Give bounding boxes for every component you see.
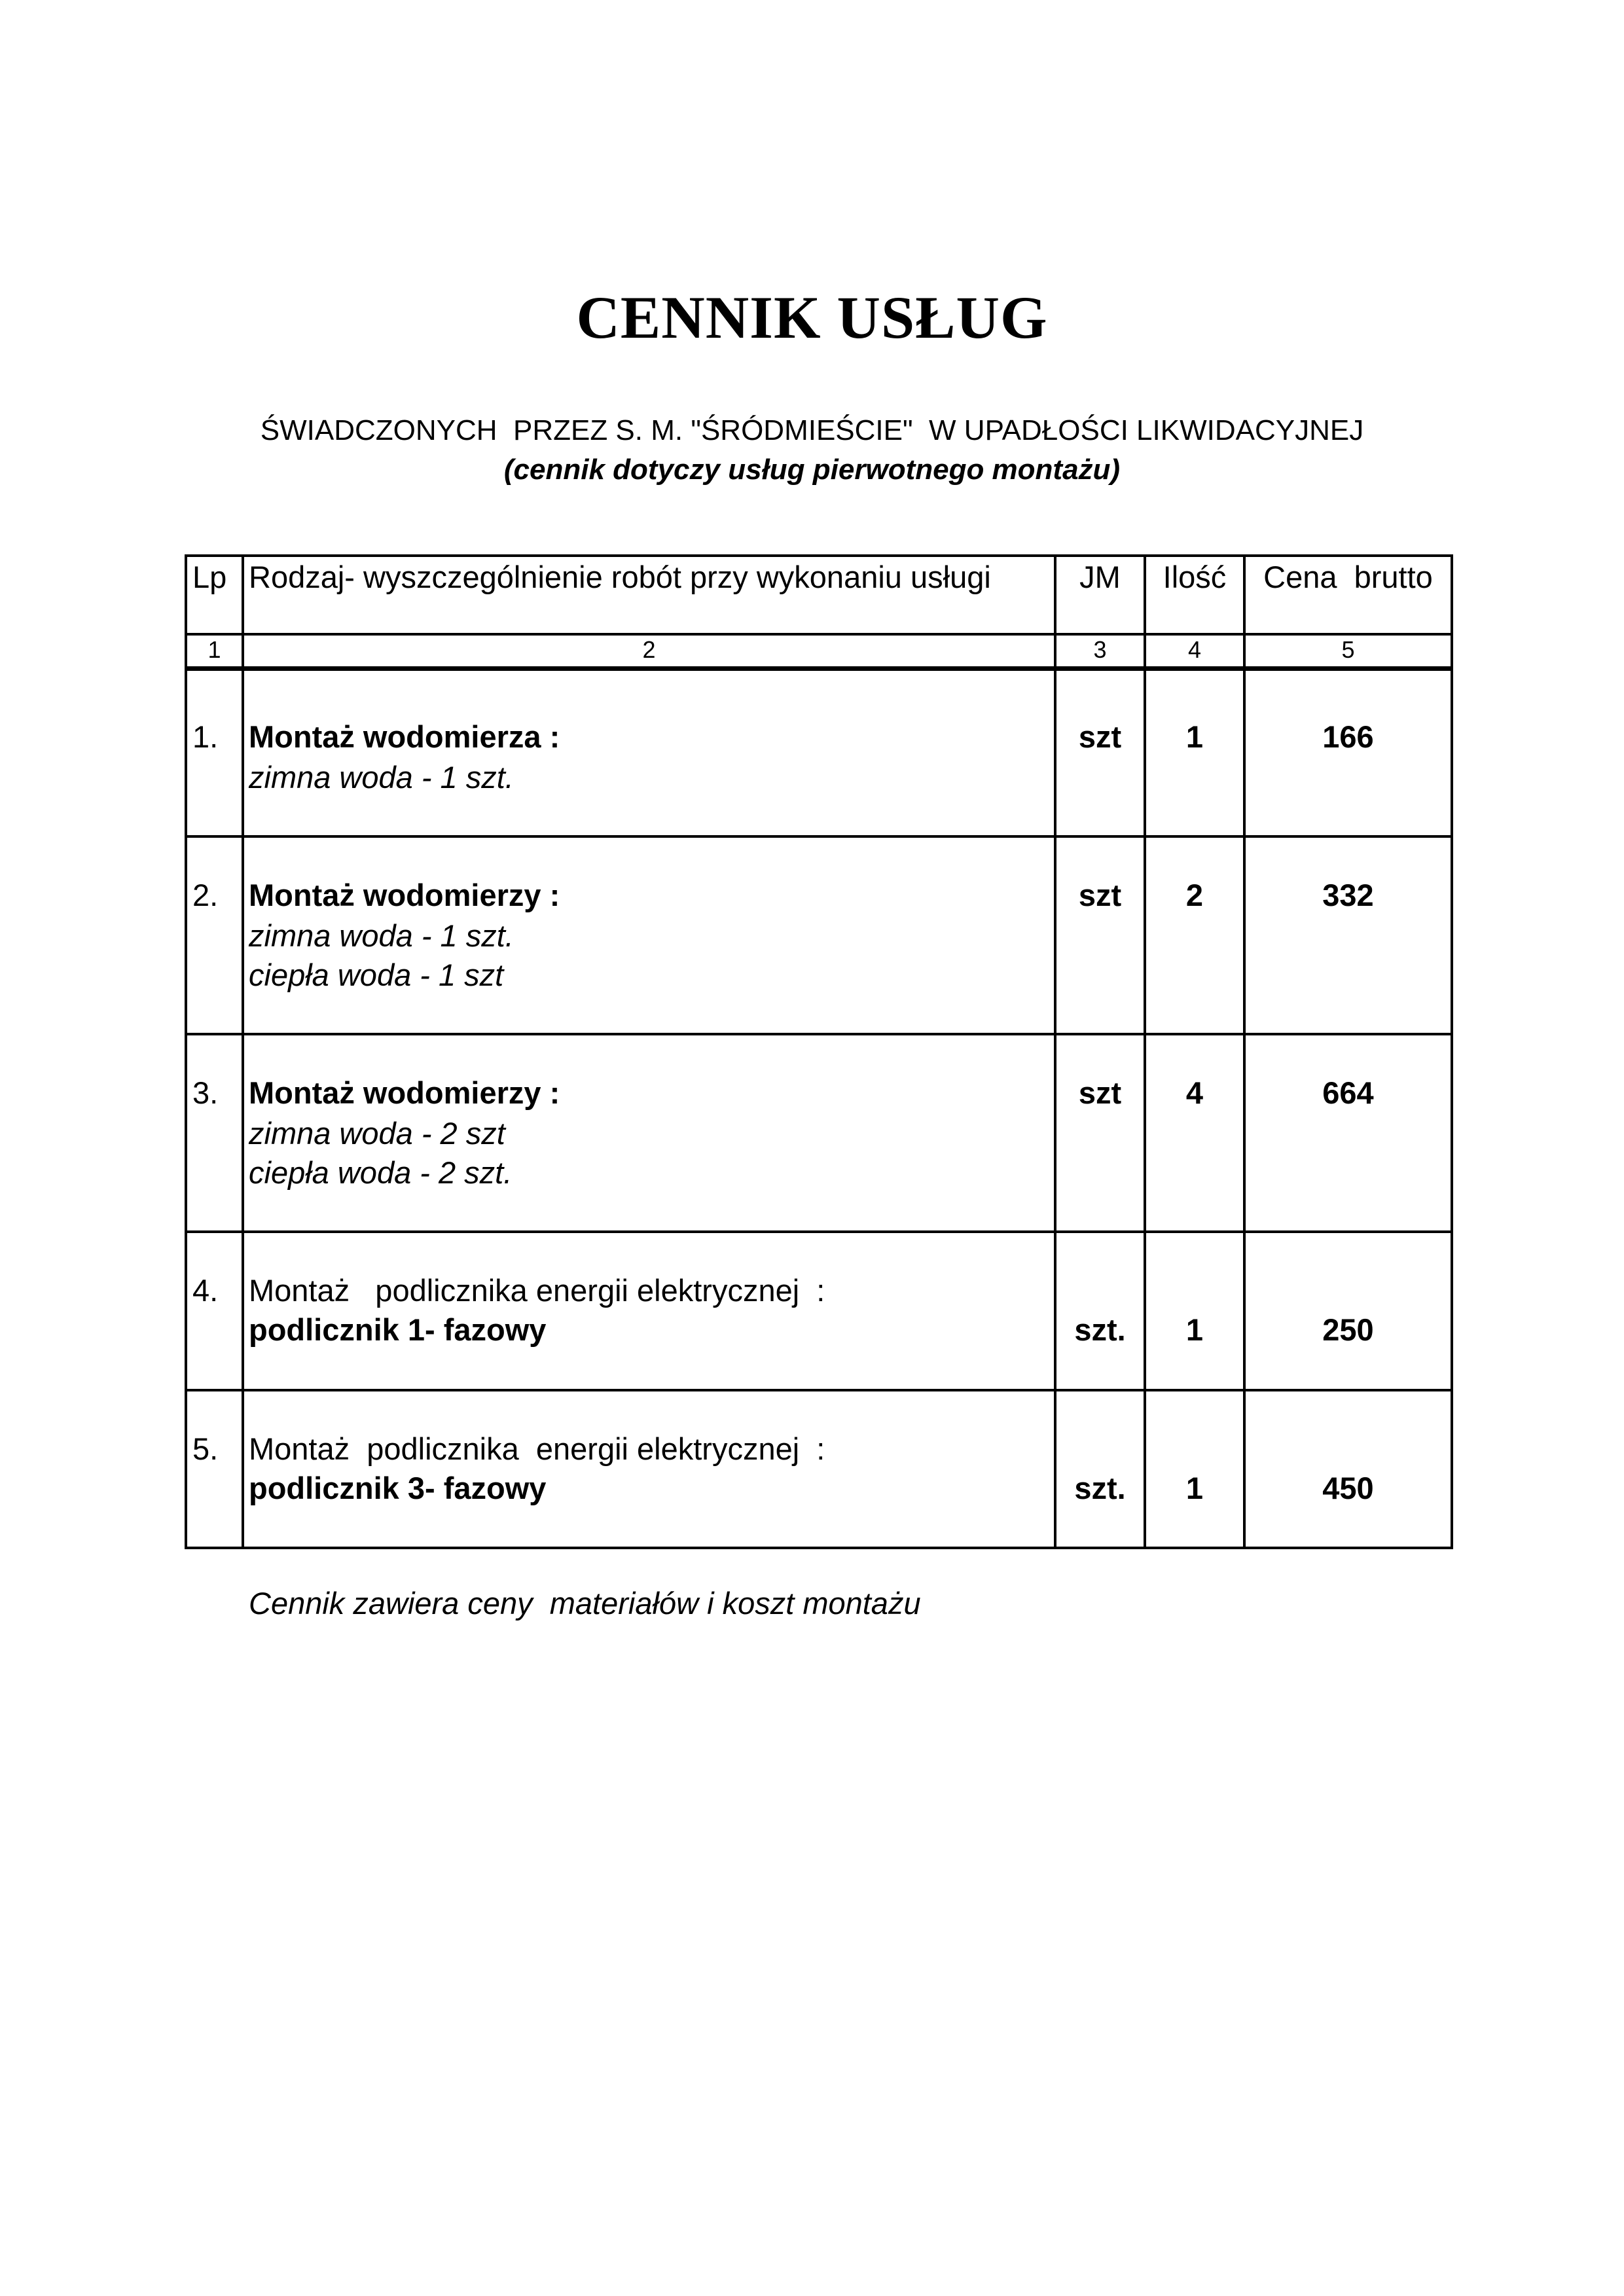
row-cena: 166 [1322, 719, 1374, 754]
document-note: (cennik dotyczy usług pierwotnego montażu) [503, 454, 1121, 486]
column-number: 1 [208, 636, 221, 663]
row-ilosc: 4 [1185, 1075, 1204, 1110]
row-ilosc: 1 [1185, 719, 1204, 754]
table-border-left [185, 554, 187, 1549]
header-cena: Cena brutto [1263, 560, 1433, 594]
row-divider [185, 1230, 1453, 1233]
row-title: Montaż podlicznika energii elektrycznej : [249, 1273, 825, 1308]
row-detail: zimna woda - 1 szt. [249, 760, 514, 795]
row-jm: szt. [1074, 1312, 1126, 1347]
header-divider [185, 633, 1453, 636]
row-lp: 3. [192, 1075, 219, 1110]
price-table [185, 554, 1453, 1549]
row-lp: 2. [192, 878, 219, 912]
column-divider [242, 554, 244, 1549]
table-border-right [1451, 554, 1453, 1549]
header-jm: JM [1079, 560, 1121, 594]
column-number: 3 [1093, 636, 1107, 663]
header-lp: Lp [192, 560, 227, 594]
row-jm: szt. [1074, 1471, 1126, 1505]
row-title: Montaż podlicznika energii elektrycznej : [249, 1431, 825, 1466]
row-ilosc: 1 [1185, 1312, 1204, 1347]
row-lp: 4. [192, 1273, 219, 1308]
row-subtitle: podlicznik 3- fazowy [249, 1471, 547, 1505]
column-divider [1054, 554, 1056, 1549]
row-ilosc: 1 [1185, 1471, 1204, 1505]
row-ilosc: 2 [1185, 878, 1204, 912]
column-number: 5 [1341, 636, 1355, 663]
column-divider [1144, 554, 1146, 1549]
row-lp: 1. [192, 719, 219, 754]
row-title: Montaż wodomierzy : [249, 1075, 560, 1110]
row-divider [185, 1389, 1453, 1391]
row-jm: szt [1078, 719, 1122, 754]
column-number: 4 [1187, 636, 1202, 663]
row-title: Montaż wodomierza : [249, 719, 560, 754]
row-detail: zimna woda - 1 szt. [249, 918, 514, 953]
document-subtitle: ŚWIADCZONYCH PRZEZ S. M. "ŚRÓDMIEŚCIE" W UPADŁOŚCI LIKWIDACYJNEJ [260, 414, 1364, 446]
document-title: CENNIK USŁUG [576, 284, 1048, 351]
row-lp: 5. [192, 1431, 219, 1466]
column-divider [1243, 554, 1246, 1549]
row-cena: 250 [1322, 1312, 1374, 1347]
column-number: 2 [642, 636, 656, 663]
row-detail: zimna woda - 2 szt [249, 1116, 505, 1151]
row-jm: szt [1078, 878, 1122, 912]
row-jm: szt [1078, 1075, 1122, 1110]
row-cena: 332 [1322, 878, 1374, 912]
row-detail: ciepła woda - 2 szt. [249, 1155, 513, 1190]
row-subtitle: podlicznik 1- fazowy [249, 1312, 547, 1347]
table-border-top [185, 554, 1453, 557]
column-number-divider [185, 666, 1453, 671]
header-ilosc: Ilość [1163, 560, 1227, 594]
row-title: Montaż wodomierzy : [249, 878, 560, 912]
footer-note: Cennik zawiera ceny materiałów i koszt montażu [249, 1586, 921, 1621]
row-cena: 664 [1322, 1075, 1374, 1110]
header-rodzaj: Rodzaj- wyszczególnienie robót przy wykonaniu usługi [249, 560, 991, 594]
row-detail: ciepła woda - 1 szt [249, 958, 504, 992]
row-divider [185, 835, 1453, 838]
row-cena: 450 [1322, 1471, 1374, 1505]
row-divider [185, 1033, 1453, 1035]
table-border-bottom [185, 1547, 1453, 1549]
